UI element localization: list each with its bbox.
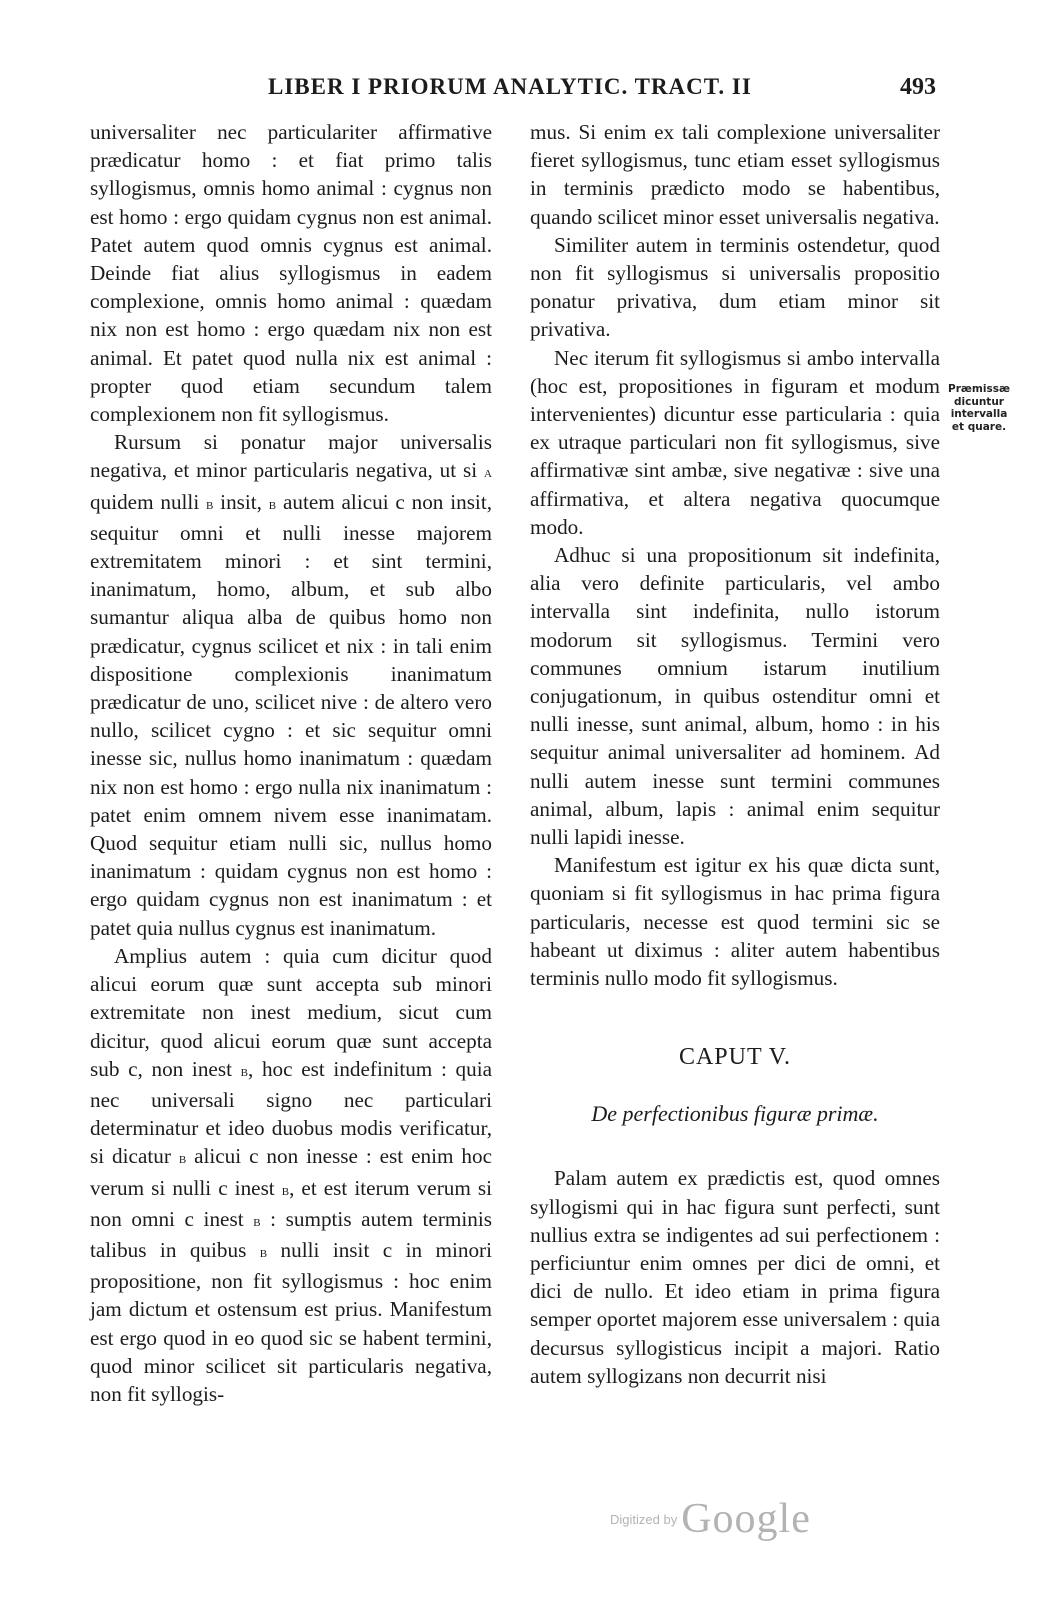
right-column <box>530 118 940 1390</box>
paragraph: mus. Si enim ex tali complexione universaliter fieret syllogismus, tunc etiam esset syllogismus in terminis prædicto modo se habentibus, quando scilicet minor esset universalis negativa. <box>530 120 940 229</box>
left-column <box>90 118 492 1408</box>
watermark-prefix: Digitized by <box>610 1512 678 1527</box>
paragraph: Adhuc si una propositionum sit indefinita, alia vero definite particularis, vel ambo intervalla sint indefinita, nullo istorum modorum sit syllogismus. Termini vero communes omnium istarum inutilium conjugationum, in quibus ostenditur omni et nulli inesse, sunt animal, album, homo : in his sequitur animal universaliter ad hominem. Ad nulli autem inesse sunt termini communes animal, album, lapis : animal enim sequitur nulli lapidi inesse. <box>530 543 940 850</box>
paragraph: Similiter autem in terminis ostendetur, quod non fit syllogismus si universalis propositio ponatur privativa, dum etiam minor sit privativa. <box>530 232 940 342</box>
margin-note: Præmissæ dicuntur intervalla et quare. <box>948 383 1010 433</box>
chapter-heading: CAPUT V. <box>678 1044 792 1071</box>
digitized-watermark <box>610 1495 811 1545</box>
page-header <box>0 66 1052 106</box>
running-title: LIBER I PRIORUM ANALYTIC. TRACT. II <box>268 74 752 99</box>
google-logo: Google <box>681 1496 811 1542</box>
paragraph: Nec iterum fit syllogismus si ambo intervalla (hoc est, propositiones in figuram et modum intervenientes) dicuntur esse particularia : quia ex utraque particulari non fit syllogismus, sive affirmativæ sint ambæ, sive negativæ : sive una affirmativa, et altera negativa quocumque modo. <box>530 345 940 539</box>
paragraph: Manifestum est igitur ex his quæ dicta sunt, quoniam si fit syllogismus in hac prima figura particularis, necesse est quod termini sic se habeant ut diximus : aliter autem habentibus terminis nullo modo fit syllogismus. <box>530 853 940 991</box>
page-number: 493 <box>900 74 936 100</box>
paragraph: universaliter nec particulariter affirmative prædicatur homo : et fiat primo talis syllogismus, omnis homo animal : cygnus non est homo : ergo quidam cygnus non est animal. Patet autem quod omnis cygnus est animal. Deinde fiat alius syllogismus in eadem complexione, omnis homo animal : quædam nix non est homo : ergo quædam nix non est animal. Et patet quod nulla nix est animal : propter quod etiam secundum talem complexionem non fit syllogismus. <box>90 120 492 427</box>
paragraph: Palam autem ex prædictis est, quod omnes syllogismi qui in hac figura sunt perfecti, sunt nullius extra se indigentes ad sui perfectionem : perficiuntur enim omnes per dici de omni, et dici de nullo. Et ideo etiam in prima figura semper oportet majorem esse universalem : quia decursus syllogisticus incipit a majori. Ratio autem syllogizans non decurrit nisi <box>530 1166 940 1388</box>
chapter-subtitle: De perfectionibus figuræ primæ. <box>591 1101 879 1127</box>
paragraph: Amplius autem : quia cum dicitur quod alicui eorum quæ sunt accepta sub minori extremitate non inest medium, sicut cum dicitur, quod alicui eorum quæ sunt accepta sub c, non inest b, hoc est indefinitum : quia nec universali signo nec particulari determinatur et ideo duobus modis verificatur, si dicatur b alicui c non inesse : est enim hoc verum si nulli c inest b, et est iterum verum si non omni c inest b : sumptis autem terminis talibus in quibus b nulli insit c in minori propositione, non fit syllogismus : hoc enim jam dictum et ostensum est prius. Manifestum est ergo quod in eo quod sic se habent termini, quod minor scilicet sit particularis negativa, non fit syllogis- <box>90 943 493 1406</box>
paragraph: Rursum si ponatur major universalis negativa, et minor particularis negativa, ut si a quidem nulli b insit, b autem alicui c non insit, sequitur omni et nulli inesse majorem extremitatem minori : et sint termini, inanimatum, homo, album, et sub albo sumantur aliqua alba de quibus homo non prædicatur, cygnus scilicet et nix : in tali enim dispositione complexionis inanimatum prædicatur de uno, scilicet nive : de altero vero nullo, scilicet cygno : et sic sequitur omni inesse sic, nullus homo inanimatum : quædam nix non est homo : ergo nulla nix inanimatum : patet enim omnem nivem esse inanimatam. Quod sequitur etiam nulli sic, nullus homo inanimatum : quidam cygnus non est homo : ergo quidam cygnus non est inanimatum : et patet quia nullus cygnus est inanimatum. <box>90 430 493 940</box>
